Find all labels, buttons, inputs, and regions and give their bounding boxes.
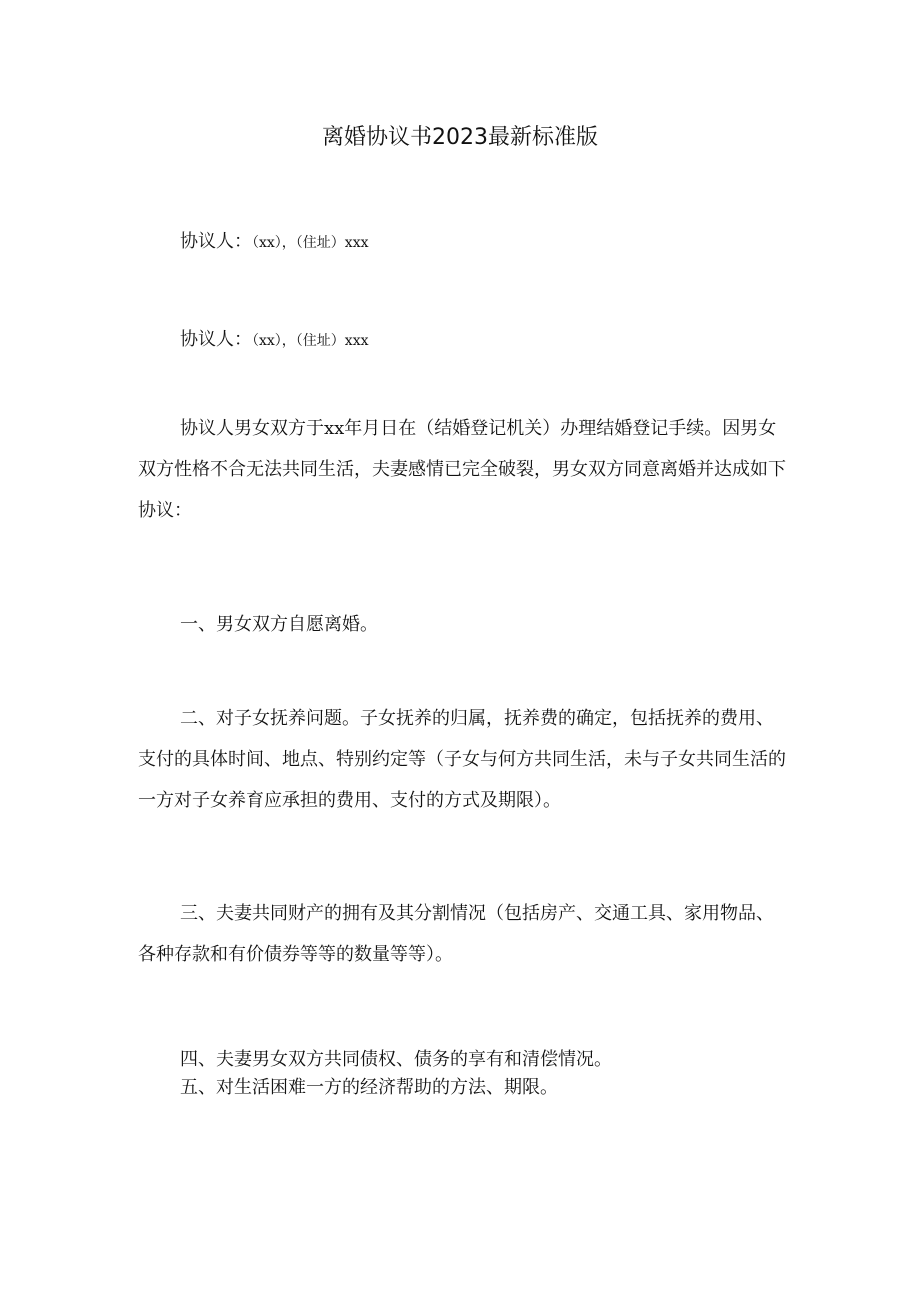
clause-5 (138, 1074, 788, 1102)
clause-1 (138, 604, 788, 645)
party-name: （xx） (252, 235, 282, 251)
party-address-label: （住址） (295, 333, 345, 349)
party-separator: ， (281, 235, 296, 251)
party-address-label: （住址） (295, 235, 345, 251)
party-label: 协议人： (180, 231, 252, 252)
document-title: 离婚协议书2023最新标准版 (322, 125, 598, 150)
clause-5-text: 五、对生活困难一方的经济帮助的方法、期限。 (180, 1077, 558, 1098)
clause-3-text: 三、夫妻共同财产的拥有及其分割情况（包括房产、交通工具、家用物品、各种存款和有价债券等等的数量等等）。 (138, 903, 774, 965)
clause-4 (138, 1046, 788, 1074)
party-address: xxx (344, 333, 369, 349)
party-label: 协议人： (180, 329, 252, 350)
party-address: xxx (344, 235, 369, 251)
party-line-2 (138, 326, 788, 355)
party-separator: ， (281, 333, 296, 349)
intro-text: 协议人男女双方于xx年月日在（结婚登记机关）办理结婚登记手续。因男女双方性格不合无法共同生活，夫妻感情已完全破裂，男女双方同意离婚并达成如下协议： (138, 418, 786, 521)
clause-1-text: 一、男女双方自愿离婚。 (180, 614, 378, 635)
clause-3 (138, 893, 788, 975)
party-name: （xx） (252, 333, 282, 349)
clause-2-text: 二、对子女抚养问题。子女抚养的归属，抚养费的确定，包括抚养的费用、支付的具体时间、地点、特别约定等（子女与何方共同生活，未与子女共同生活的一方对子女养育应承担的费用、支付的方式及期限）。 (138, 708, 786, 811)
clause-2 (138, 698, 788, 821)
intro-paragraph (138, 408, 788, 531)
party-line-1 (138, 228, 788, 257)
clause-4-text: 四、夫妻男女双方共同债权、债务的享有和清偿情况。 (180, 1049, 612, 1070)
